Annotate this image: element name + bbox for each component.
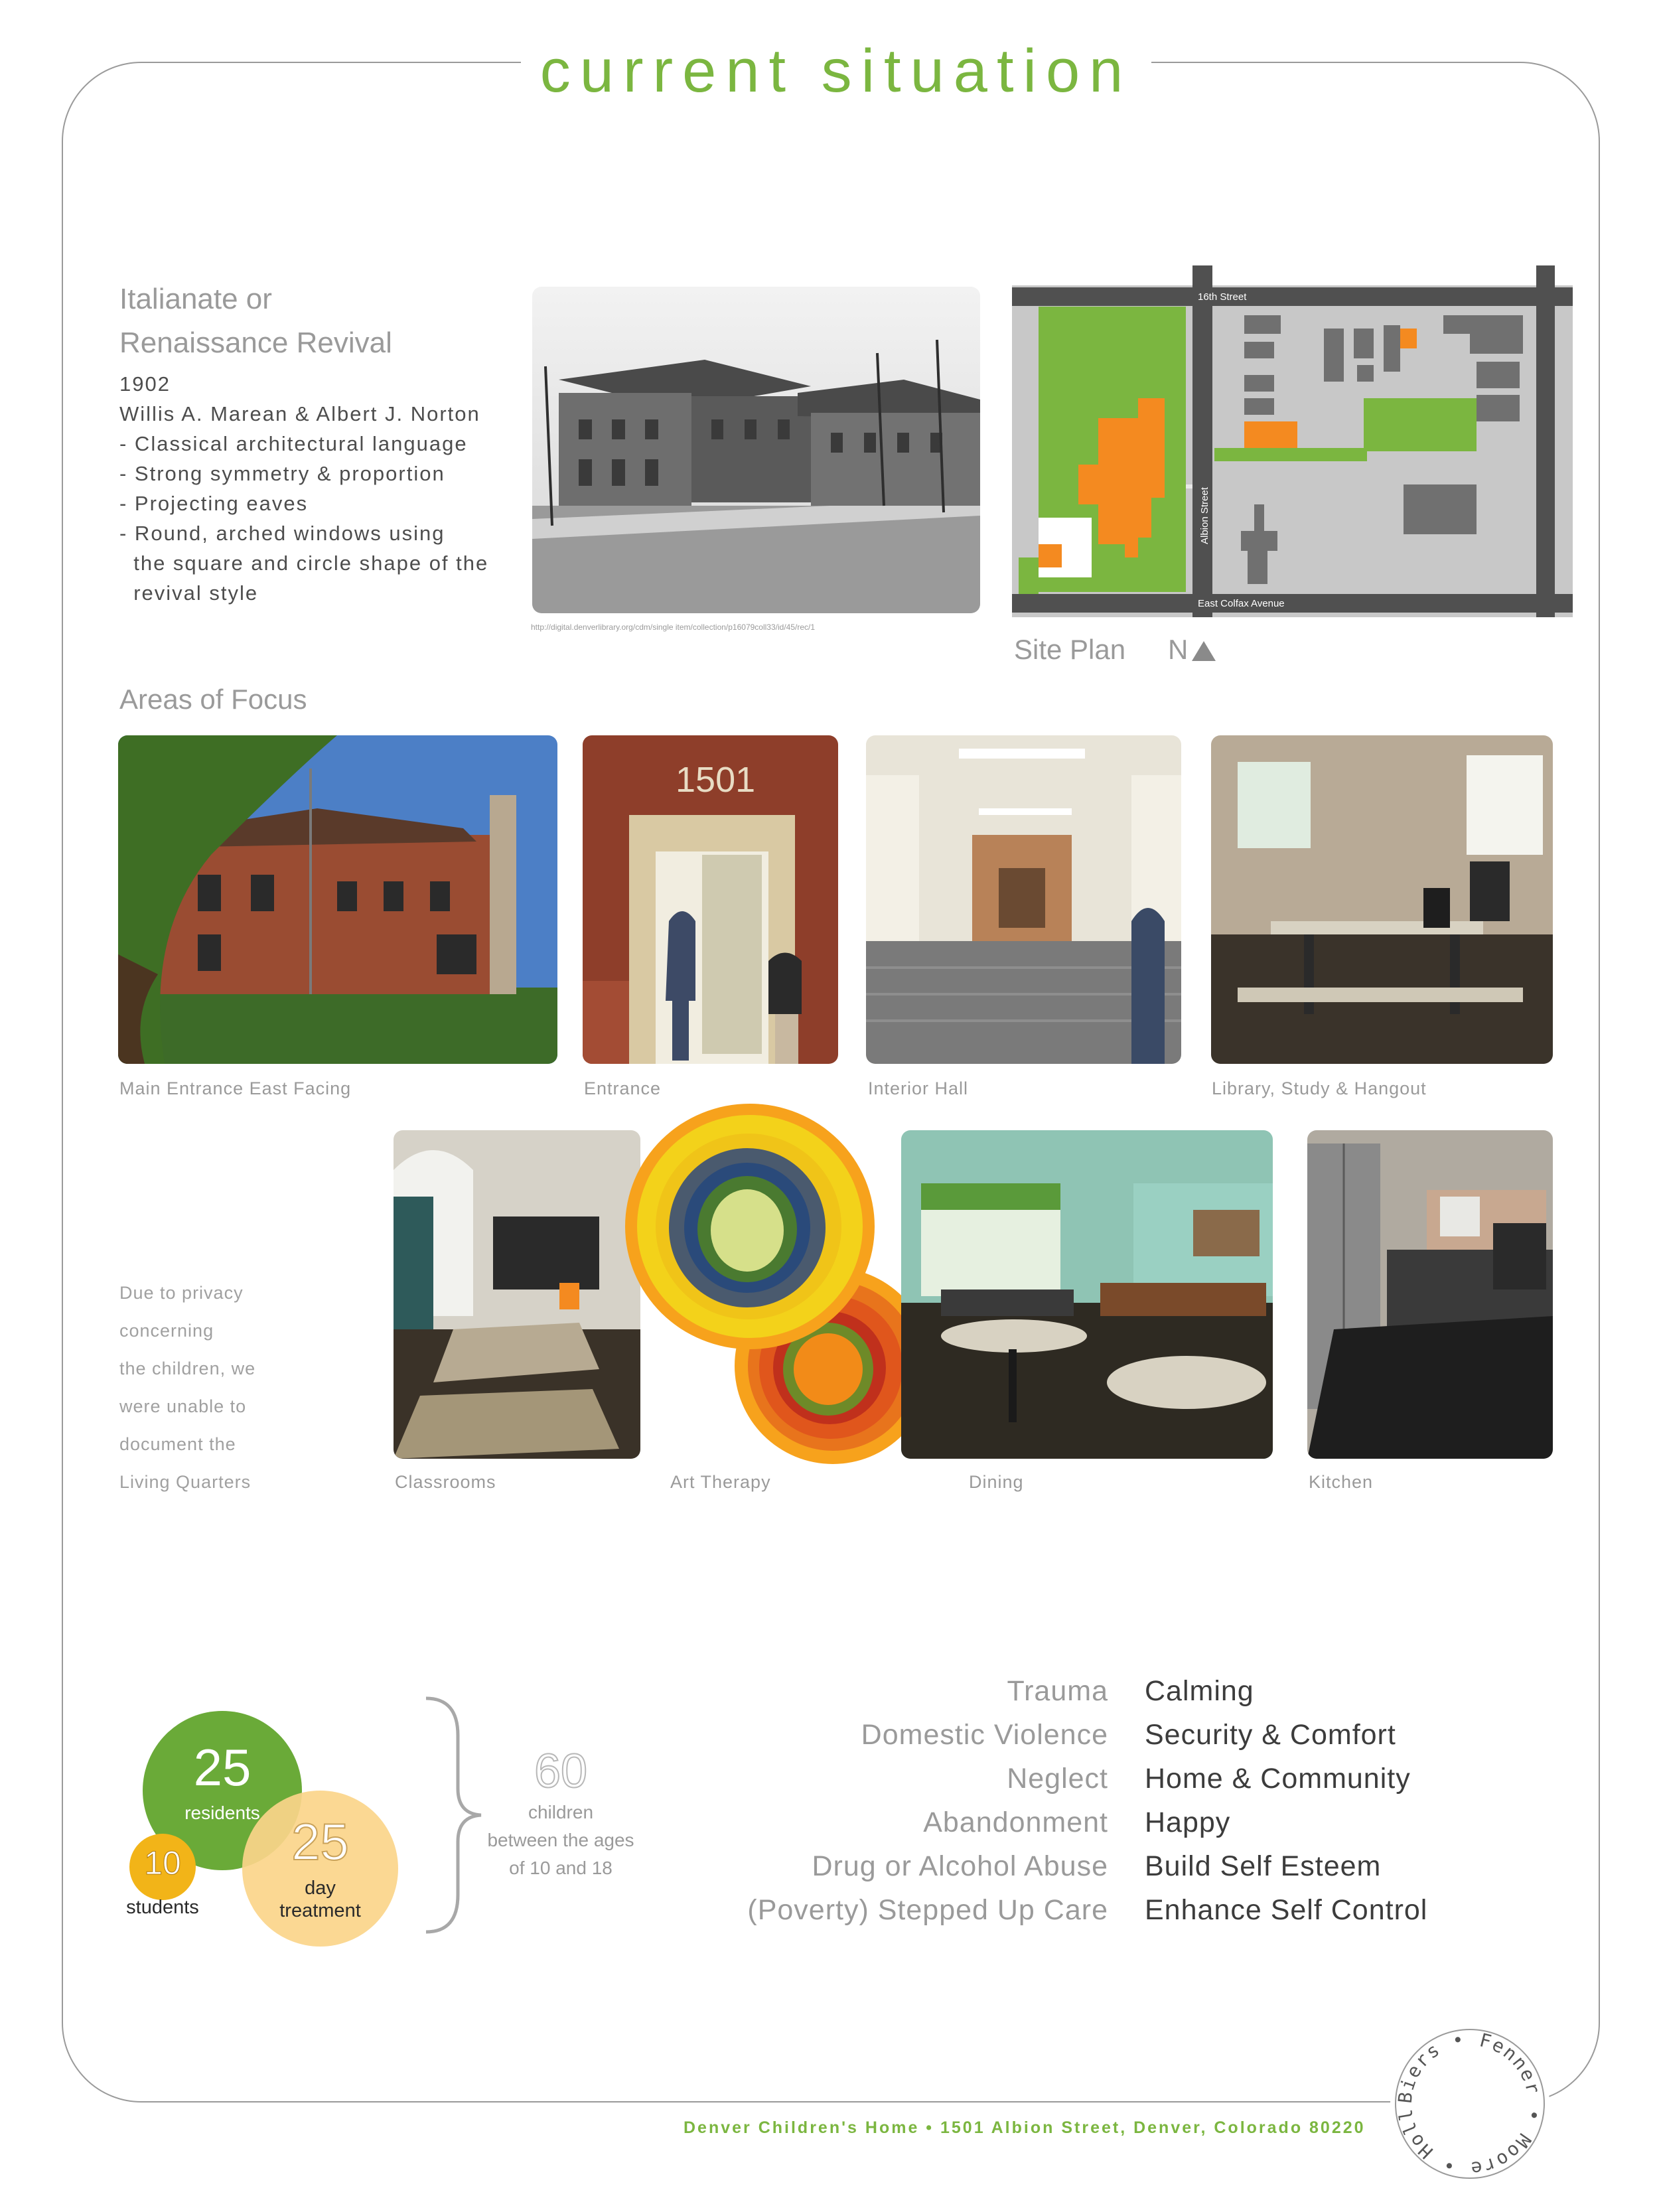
total-label-line: between the ages — [487, 1830, 634, 1850]
responses-column — [1145, 1669, 1543, 1932]
style-line-2: Renaissance Revival — [119, 327, 392, 359]
response-item: Build Self Esteem — [1145, 1850, 1382, 1882]
photo-dining — [901, 1130, 1273, 1459]
response-item: Calming — [1145, 1675, 1254, 1707]
page-title: current situation — [540, 37, 1133, 105]
street-colfax-label: East Colfax Avenue — [1198, 598, 1285, 609]
photo-credit: http://digital.denverlibrary.org/cdm/single item/collection/p16079coll33/id/45/rec/1 — [531, 623, 816, 632]
photo-entrance — [583, 735, 838, 1064]
response-item: Happy — [1145, 1806, 1231, 1838]
bullet: the square and circle shape of the — [119, 552, 489, 575]
response-item: Enhance Self Control — [1145, 1894, 1428, 1926]
residents-label: residents — [184, 1803, 260, 1823]
style-line-1: Italianate or — [119, 283, 272, 315]
response-item: Security & Comfort — [1145, 1719, 1396, 1751]
issue-item: Domestic Violence — [861, 1719, 1108, 1751]
caption-art-therapy: Art Therapy — [670, 1472, 771, 1492]
students-number: 10 — [144, 1844, 181, 1881]
privacy-line: Due to privacy — [119, 1283, 244, 1303]
year: 1902 — [119, 372, 171, 396]
bullet: - Projecting eaves — [119, 492, 309, 515]
history-block — [119, 277, 531, 608]
day-label — [242, 1877, 398, 1922]
issue-item: Abandonment — [923, 1806, 1108, 1838]
day-number: 25 — [291, 1812, 349, 1871]
response-item: Home & Community — [1145, 1763, 1411, 1795]
day-label-line: treatment — [279, 1900, 361, 1921]
caption-interior-hall: Interior Hall — [868, 1078, 969, 1098]
caption-library: Library, Study & Hangout — [1212, 1078, 1427, 1098]
photo-interior-hall — [866, 735, 1181, 1064]
total-label-line: children — [528, 1802, 594, 1822]
privacy-line: were unable to — [119, 1396, 247, 1416]
bullet: - Round, arched windows using — [119, 522, 445, 545]
privacy-note — [119, 1274, 255, 1501]
seal-text: Biers • Fenner • Moore • Holl — [1394, 2028, 1546, 2180]
caption-classrooms: Classrooms — [395, 1472, 496, 1492]
photo-library — [1211, 735, 1553, 1064]
site-plan-label: Site Plan — [1014, 634, 1126, 665]
areas-heading: Areas of Focus — [119, 684, 307, 715]
photo-kitchen — [1307, 1130, 1553, 1459]
caption-entrance: Entrance — [584, 1078, 662, 1098]
historic-photo — [532, 287, 980, 613]
bullet: - Classical architectural language — [119, 432, 468, 455]
caption-main-entrance: Main Entrance East Facing — [119, 1078, 352, 1098]
privacy-line: document the — [119, 1434, 236, 1454]
north-arrow-icon — [1192, 641, 1216, 661]
north-label: N — [1168, 634, 1189, 665]
students-label: students — [126, 1897, 199, 1918]
privacy-line: Living Quarters — [119, 1472, 252, 1492]
issue-item: Drug or Alcohol Abuse — [812, 1850, 1108, 1882]
residents-number: 25 — [193, 1738, 252, 1797]
issue-item: (Poverty) Stepped Up Care — [747, 1894, 1108, 1926]
caption-dining: Dining — [969, 1472, 1024, 1492]
svg-text:1501: 1501 — [676, 760, 756, 800]
street-16th-label: 16th Street — [1198, 291, 1247, 303]
site-plan-map — [1012, 265, 1573, 617]
caption-kitchen: Kitchen — [1309, 1472, 1374, 1492]
footer-address: Denver Children's Home • 1501 Albion Street, Denver, Colorado 80220 — [684, 2118, 1366, 2137]
privacy-line: concerning — [119, 1321, 214, 1341]
total-label-line: of 10 and 18 — [509, 1858, 613, 1878]
art-therapy-painting — [624, 1100, 949, 1469]
day-label-line: day — [305, 1878, 336, 1899]
issue-item: Trauma — [1007, 1675, 1108, 1707]
svg-text:Biers • Fenner • Moore • Holls — [1390, 2024, 1546, 2179]
architects: Willis A. Marean & Albert J. Norton — [119, 402, 480, 425]
privacy-line: the children, we — [119, 1359, 256, 1378]
issue-item: Neglect — [1007, 1763, 1108, 1795]
bullet: revival style — [119, 581, 259, 605]
issues-column — [697, 1669, 1108, 1932]
photo-classrooms — [394, 1130, 640, 1459]
bullet: - Strong symmetry & proportion — [119, 462, 445, 485]
street-albion-label: Albion Street — [1199, 487, 1210, 544]
photo-main-entrance — [118, 735, 557, 1064]
total-number: 60 — [534, 1745, 588, 1798]
seal-logo — [1390, 2024, 1550, 2183]
total-label — [465, 1799, 657, 1882]
